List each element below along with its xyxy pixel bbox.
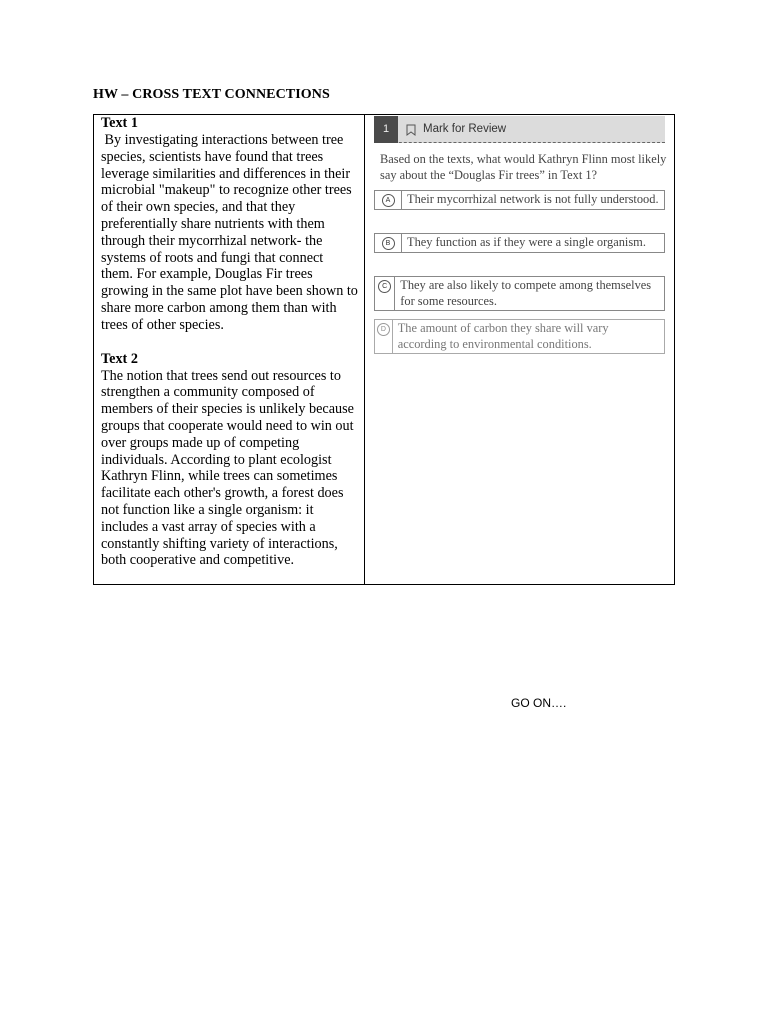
bookmark-icon[interactable] bbox=[406, 123, 416, 135]
text2-body: The notion that trees send out resources to strengthen a community composed of members of their species is unlikely because groups that cooperate would need to win out over groups made up of competing individuals. According to plant ecologist Kathryn Flinn, while trees can sometimes facilitate each other's growth, a forest does not function like a single organism: it includes a vast array of species with a constantly shifting variety of interactions, both cooperative and competitive. bbox=[101, 367, 354, 569]
review-bar bbox=[374, 116, 665, 143]
question-column bbox=[365, 115, 674, 584]
option-letter-c: C bbox=[378, 280, 391, 293]
answer-option-d[interactable] bbox=[374, 319, 665, 354]
answer-option-b[interactable] bbox=[374, 233, 665, 253]
option-text-a: Their mycorrhizal network is not fully understood. bbox=[407, 192, 659, 206]
option-text-c: They are also likely to compete among themselves for some resources. bbox=[400, 278, 652, 308]
option-text-b: They function as if they were a single organism. bbox=[407, 235, 646, 249]
text2-title: Text 2 bbox=[101, 350, 138, 367]
question-text: Based on the texts, what would Kathryn Flinn most likely say about the “Douglas Fir trees” in Text 1? bbox=[380, 152, 667, 182]
mark-for-review-label[interactable]: Mark for Review bbox=[423, 123, 507, 135]
answer-option-c[interactable] bbox=[374, 276, 665, 311]
text1-body: By investigating interactions between tree species, scientists have found that trees leverage similarities and differences in their microbial "makeup" to recognize other trees of their own species, and that they preferentially share nutrients with them through their mycorrhizal network- the systems of roots and fungi that connect them. For example, Douglas Fir trees growing in the same plot have been shown to share more carbon among them than with trees of other species. bbox=[101, 132, 358, 333]
text1-title: Text 1 bbox=[101, 115, 138, 131]
answer-option-a[interactable] bbox=[374, 190, 665, 210]
option-letter-a: A bbox=[382, 194, 395, 207]
option-letter-b: B bbox=[382, 237, 395, 250]
passages-column bbox=[94, 115, 365, 584]
option-text-d: The amount of carbon they share will vary according to environmental conditions. bbox=[397, 321, 609, 351]
question-number: 1 bbox=[374, 116, 398, 143]
page-title: HW – CROSS TEXT CONNECTIONS bbox=[93, 87, 330, 102]
option-letter-d: D bbox=[377, 323, 390, 336]
passage-question-table bbox=[93, 114, 675, 585]
go-on-label: GO ON…. bbox=[511, 696, 567, 710]
